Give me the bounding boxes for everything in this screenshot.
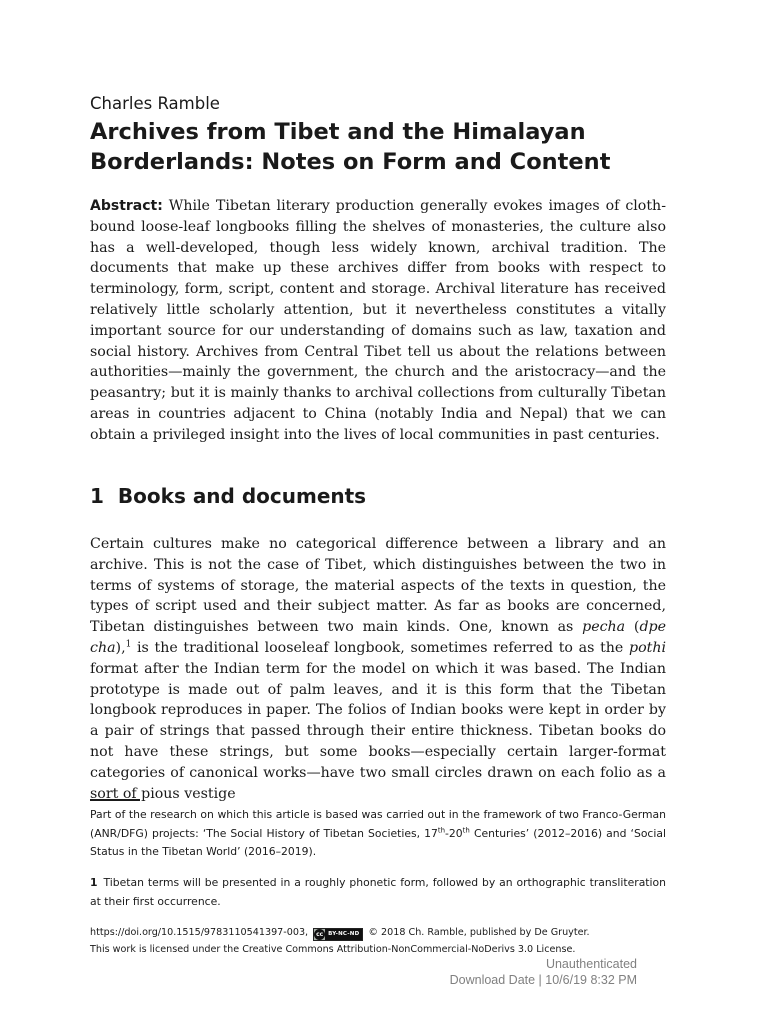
footnote-unnumbered-c: Centuries’ (2012–2016) and ‘Social Status in the Tibetan World’ (2016–2019). bbox=[90, 826, 666, 858]
superscript-th-1: th bbox=[437, 825, 446, 834]
abstract-label: Abstract: bbox=[90, 198, 163, 214]
footnote-unnumbered-b: -20 bbox=[445, 826, 463, 840]
footnote-unnumbered-a: Part of the research on which this article is based was carried out in the framework of two Franco-German (ANR/DFG) projects: ‘The Social History of Tibetan Societies, 17 bbox=[90, 808, 666, 840]
footnote-reference-1[interactable]: 1 bbox=[125, 639, 132, 650]
term-pothi: pothi bbox=[629, 639, 666, 656]
abstract-paragraph bbox=[90, 196, 666, 446]
article-title bbox=[90, 117, 690, 177]
body-text-part-1: Certain cultures make no categorical difference between a library and an archive. This is not the case of Tibet, which distinguishes between the two in terms of systems of storage, the material aspects of the texts in question, the types of script used and their subject matter. As far as books are concerned, Tibetan distinguishes between two main kinds. One, known as bbox=[90, 536, 666, 636]
cc-badge-text: BY-NC-ND bbox=[325, 929, 362, 940]
license-block bbox=[90, 924, 690, 958]
paren-open: ( bbox=[625, 619, 640, 636]
footnote-1 bbox=[90, 874, 666, 911]
body-text-part-2: is the traditional looseleaf longbook, sometimes referred to as the bbox=[131, 639, 629, 656]
section-title: Books and documents bbox=[117, 484, 367, 508]
author-name: Charles Ramble bbox=[90, 94, 220, 113]
cc-license-badge-icon[interactable] bbox=[313, 928, 363, 941]
doi-link[interactable]: https://doi.org/10.1515/9783110541397-003, bbox=[90, 927, 309, 938]
superscript-th-2: th bbox=[462, 825, 470, 834]
footnote-unnumbered bbox=[90, 806, 666, 862]
term-pecha: pecha bbox=[582, 619, 626, 636]
copyright-text: © 2018 Ch. Ramble, published by De Gruyter. bbox=[368, 927, 590, 938]
license-text: This work is licensed under the Creative Commons Attribution-NonCommercial-NoDerivs 3.0 License. bbox=[90, 944, 576, 955]
footnote-separator bbox=[90, 799, 140, 801]
footnote-1-number: 1 bbox=[90, 876, 98, 889]
article-title-line-2: Borderlands: Notes on Form and Content bbox=[90, 149, 611, 175]
article-title-line-1: Archives from Tibet and the Himalayan bbox=[90, 119, 586, 145]
term-dpe-cha: dpe cha bbox=[90, 619, 666, 656]
footnote-1-text: Tibetan terms will be presented in a roughly phonetic form, followed by an orthographic transliteration at their first occurrence. bbox=[90, 876, 666, 908]
body-text-part-3: format after the Indian term for the model on which it was based. The Indian prototype is made out of palm leaves, and it is this form that the Tibetan longbook reproduces in paper. The folios of Indian books were kept in order by a pair of strings that passed through their entire thickness. Tibetan books do not have these strings, but some books—especially certain larger-format categories of canonical works—have two small circles drawn on each folio as a sort of pious vestige bbox=[90, 660, 666, 802]
paren-close: ), bbox=[115, 639, 126, 656]
abstract-text: While Tibetan literary production generally evokes images of cloth-bound loose-leaf longbooks filling the shelves of monasteries, the culture also has a well-developed, though less widely known, archival tradition. The documents that make up these archives differ from books with respect to terminology, form, script, content and storage. Archival literature has received relatively little scholarly attention, but it nevertheless constitutes a vitally important source for our understanding of domains such as law, taxation and social history. Archives from Central Tibet tell us about the relations between authorities—mainly the government, the church and the aristocracy—and the peasantry; but it is mainly thanks to archival collections from culturally Tibetan areas in countries adjacent to China (notably India and Nepal) that we can obtain a privileged insight into the lives of local communities in past centuries. bbox=[90, 198, 666, 443]
section-number: 1 bbox=[90, 484, 104, 508]
section-heading bbox=[90, 484, 366, 508]
watermark-unauthenticated: Unauthenticated bbox=[545, 957, 637, 971]
body-paragraph bbox=[90, 534, 666, 804]
watermark-download-date: Download Date | 10/6/19 8:32 PM bbox=[449, 973, 637, 987]
cc-logo-icon: cc bbox=[316, 931, 324, 938]
